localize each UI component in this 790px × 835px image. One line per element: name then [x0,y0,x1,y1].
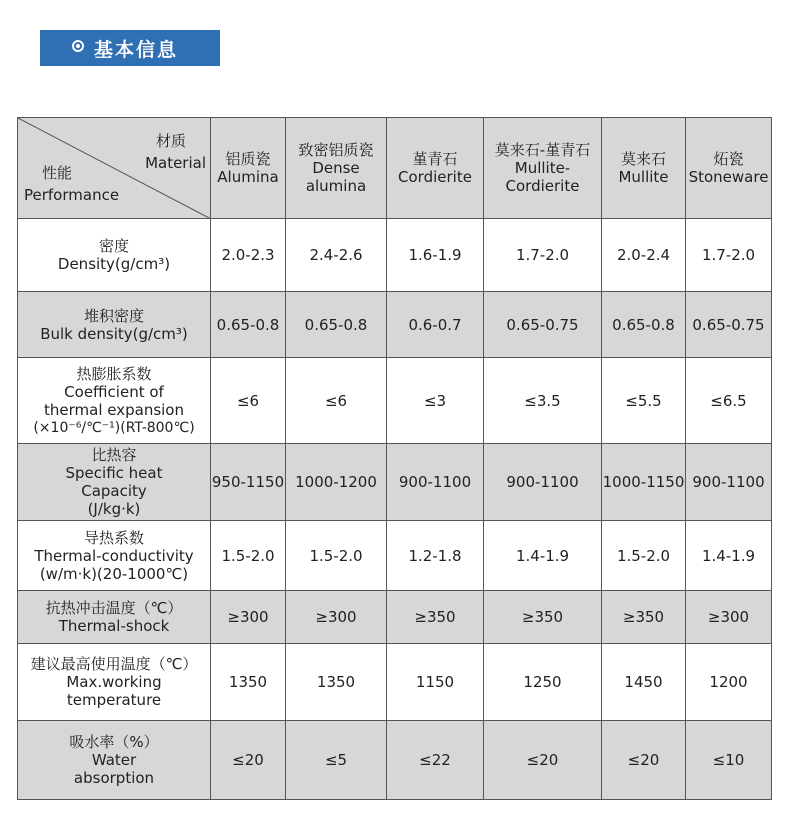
corner-material: 材质 Material [145,132,206,172]
table-cell: ≤10 [686,721,772,800]
table-cell: 1250 [484,644,602,721]
row-label: 导热系数 Thermal-conductivity (w/m·k)(20-1000℃) [18,521,211,591]
table-cell: 2.0-2.4 [602,219,686,292]
table-cell: 0.65-0.8 [286,292,387,358]
table-cell: 0.6-0.7 [387,292,484,358]
table-row [18,444,772,521]
corner-header-cell [18,118,211,219]
table-cell: 1350 [286,644,387,721]
table-cell: 900-1100 [387,444,484,521]
table-cell: ≤5 [286,721,387,800]
row-label: 比热容 Specific heat Capacity (J/kg·k) [18,444,211,521]
table-cell: 900-1100 [484,444,602,521]
table-cell: ≥300 [686,591,772,644]
table-cell: ≤6 [211,358,286,444]
table-cell: ≥350 [387,591,484,644]
table-row [18,644,772,721]
row-label: 密度 Density(g/cm³) [18,219,211,292]
table-cell: ≤6.5 [686,358,772,444]
table-cell: 1.4-1.9 [484,521,602,591]
column-header: 莫来石-堇青石 Mullite- Cordierite [484,118,602,219]
table-cell: 1.5-2.0 [602,521,686,591]
table-row [18,521,772,591]
table-cell: 1450 [602,644,686,721]
table-cell: 1000-1200 [286,444,387,521]
section-title: 基本信息 [94,38,179,61]
table-cell: 1200 [686,644,772,721]
table-cell: 1.4-1.9 [686,521,772,591]
table-cell: 0.65-0.75 [484,292,602,358]
table-cell: 1350 [211,644,286,721]
corner-performance: 性能 Performance [24,164,120,204]
table-cell: 1.5-2.0 [211,521,286,591]
column-header: 铝质瓷 Alumina [211,118,286,219]
table-cell: ≤22 [387,721,484,800]
table-cell: 1.5-2.0 [286,521,387,591]
spec-table [17,117,772,800]
table-cell: ≥350 [484,591,602,644]
table-cell: ≤3.5 [484,358,602,444]
row-label: 抗热冲击温度（℃） Thermal-shock [18,591,211,644]
table-cell: 2.4-2.6 [286,219,387,292]
column-header: 炻瓷 Stoneware [686,118,772,219]
table-cell: ≤5.5 [602,358,686,444]
table-cell: 0.65-0.8 [602,292,686,358]
table-cell: ≤20 [211,721,286,800]
table-cell: 1000-1150 [602,444,686,521]
table-cell: 950-1150 [211,444,286,521]
target-circle-icon [72,40,84,52]
table-row [18,358,772,444]
table-row [18,721,772,800]
table-row [18,219,772,292]
table-header-row [18,118,772,219]
table-cell: 1150 [387,644,484,721]
table-cell: 1.7-2.0 [686,219,772,292]
table-cell: 0.65-0.8 [211,292,286,358]
column-header: 致密铝质瓷 Dense alumina [286,118,387,219]
table-cell: ≤3 [387,358,484,444]
table-cell: 0.65-0.75 [686,292,772,358]
table-cell: 900-1100 [686,444,772,521]
table-row [18,591,772,644]
row-label: 热膨胀系数 Coefficient of thermal expansion (×10⁻⁶/℃⁻¹)(RT-800℃) [18,358,211,444]
table-cell: ≤6 [286,358,387,444]
table-cell: 1.7-2.0 [484,219,602,292]
table-cell: ≤20 [602,721,686,800]
column-header: 莫来石 Mullite [602,118,686,219]
table-cell: ≤20 [484,721,602,800]
table-cell: 2.0-2.3 [211,219,286,292]
table-cell: ≥300 [286,591,387,644]
table-cell: 1.2-1.8 [387,521,484,591]
table-cell: ≥350 [602,591,686,644]
table-row [18,292,772,358]
row-label: 吸水率（%） Water absorption [18,721,211,800]
table-cell: ≥300 [211,591,286,644]
section-header [40,30,220,66]
row-label: 堆积密度 Bulk density(g/cm³) [18,292,211,358]
column-header: 堇青石 Cordierite [387,118,484,219]
table-cell: 1.6-1.9 [387,219,484,292]
row-label: 建议最高使用温度（℃） Max.working temperature [18,644,211,721]
